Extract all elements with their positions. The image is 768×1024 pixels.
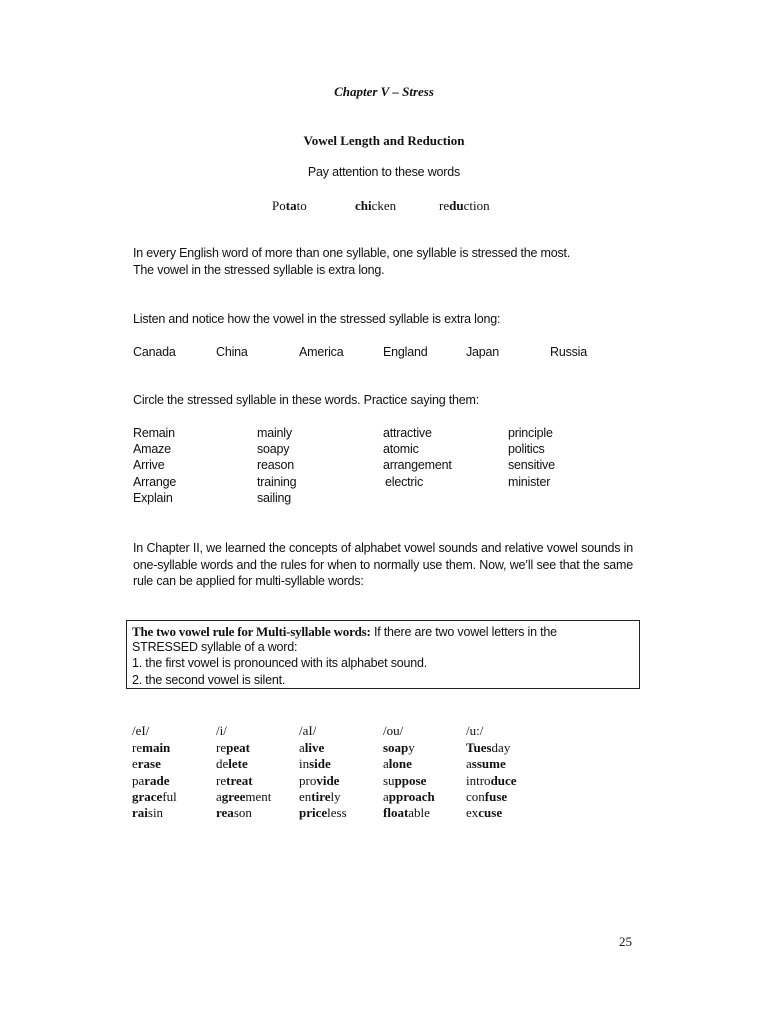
unstressed-part: ment (245, 788, 272, 804)
unstressed-part: cken (371, 198, 397, 213)
circle-instruction: Circle the stressed syllable in these words. Practice saying them: (133, 393, 479, 407)
practice-word: principle (508, 426, 553, 440)
stressed-part: soap (383, 740, 409, 755)
practice-word: politics (508, 442, 545, 457)
unstressed-part: ction (463, 198, 490, 213)
section-title: Vowel Length and Reduction (303, 133, 465, 148)
practice-word: soapy (257, 442, 290, 457)
vowel-sound-header: /u:/ (466, 723, 484, 738)
stressed-part: cuse (478, 805, 503, 821)
vowel-example-word (132, 740, 170, 756)
stressed-part: price (299, 805, 328, 821)
vowel-example-word (466, 789, 507, 805)
unstressed-part: intro (466, 772, 491, 788)
vowel-example-word (466, 773, 517, 789)
intro-line: Pay attention to these words (307, 165, 461, 179)
unstressed-part: re (216, 740, 227, 755)
practice-word: Arrange (133, 474, 177, 489)
rule-line-1 (132, 624, 557, 640)
stressed-part: live (304, 740, 325, 755)
stressed-part: main (142, 740, 171, 755)
unstressed-part: ful (162, 788, 177, 804)
stressed-part: duce (490, 772, 517, 788)
practice-word: sailing (257, 490, 292, 505)
stressed-part: Tues (466, 740, 492, 755)
vowel-sound-header: /eI/ (132, 723, 150, 738)
unstressed-part: ex (466, 805, 479, 821)
stressed-part: ssume (471, 756, 506, 772)
stressed-part: float (383, 805, 409, 821)
unstressed-part: e (132, 756, 138, 772)
vowel-sound-header: /aI/ (299, 723, 317, 738)
unstressed-part: a (299, 740, 305, 755)
example-word (355, 198, 396, 214)
practice-word: Explain (133, 490, 173, 505)
unstressed-part: able (408, 805, 430, 821)
stressed-part: rea (216, 805, 234, 821)
unstressed-part: pa (132, 772, 145, 788)
rule-line-2: STRESSED syllable of a word: (132, 640, 298, 654)
vowel-example-word (216, 773, 253, 789)
unstressed-part: de (216, 756, 229, 772)
vowel-example-word (383, 773, 426, 789)
stressed-part: peat (226, 740, 250, 755)
unstressed-part: re (216, 772, 227, 788)
rule-line-3: 1. the first vowel is pronounced with its alphabet sound. (132, 656, 428, 670)
rule-line-1-text: If there are two vowel letters in the (370, 625, 557, 639)
stressed-part: gree (221, 788, 246, 804)
country-word: America (299, 345, 344, 359)
stressed-part: vide (316, 772, 340, 788)
vowel-example-word (132, 789, 177, 805)
practice-word: arrangement (383, 458, 452, 473)
unstressed-part: con (466, 788, 485, 804)
vowel-example-word (466, 756, 506, 772)
unstressed-part: less (327, 805, 347, 821)
vowel-sound-header: /ou/ (383, 723, 404, 738)
stressed-part: side (309, 756, 331, 772)
unstressed-part: a (383, 788, 389, 804)
unstressed-part: sin (147, 805, 164, 821)
stress-para-line-1: In every English word of more than one syllable, one syllable is stressed the most. (133, 246, 571, 260)
practice-word: training (257, 474, 297, 489)
stressed-part: rai (132, 805, 148, 821)
stress-para-line-2: The vowel in the stressed syllable is extra long. (133, 263, 385, 277)
rule-heading: The two vowel rule for Multi-syllable words: (132, 624, 371, 639)
country-word: China (216, 345, 248, 359)
chapter-title: Chapter V – Stress (334, 84, 434, 99)
vowel-example-word (383, 789, 435, 805)
stressed-part: pproach (388, 788, 435, 804)
vowel-example-word (216, 805, 252, 821)
unstressed-part: y (408, 740, 415, 755)
practice-word: atomic (383, 442, 419, 457)
practice-word: attractive (383, 426, 432, 440)
country-word: Russia (550, 345, 588, 359)
stressed-part: lone (388, 756, 412, 772)
stressed-part: lete (228, 756, 248, 772)
practice-word: reason (257, 458, 295, 473)
vowel-example-word (466, 740, 510, 756)
vowel-example-word (216, 756, 248, 772)
unstressed-part: re (439, 198, 450, 213)
unstressed-part: a (466, 756, 472, 772)
stressed-part: fuse (484, 788, 508, 804)
practice-word: Arrive (133, 458, 165, 473)
unstressed-part: pro (299, 772, 317, 788)
vowel-example-word (299, 773, 339, 789)
country-word: England (383, 345, 428, 359)
practice-word: mainly (257, 426, 292, 440)
stressed-part: rade (144, 772, 170, 788)
example-word (439, 198, 490, 214)
unstressed-part: son (233, 805, 252, 821)
vowel-example-word (299, 756, 331, 772)
chapter2-paragraph: In Chapter II, we learned the concepts of alphabet vowel sounds and relative vowel sounds in one-syllable words and the rules for when to normally use them. Now, we’ll see that the same rule can be applied for multi-syllable words: (133, 541, 633, 588)
vowel-example-word (216, 740, 250, 756)
page-number: 25 (619, 934, 632, 949)
unstressed-part: re (132, 740, 143, 755)
vowel-example-word (383, 805, 430, 821)
vowel-example-word (299, 740, 324, 756)
practice-word: sensitive (508, 458, 555, 473)
vowel-example-word (299, 789, 341, 805)
stressed-part: ppose (394, 772, 427, 788)
stressed-part: ta (285, 198, 297, 213)
vowel-example-word (132, 805, 163, 821)
vowel-example-word (383, 756, 412, 772)
unstressed-part: in (299, 756, 310, 772)
unstressed-part: en (299, 788, 312, 804)
vowel-example-word (299, 805, 347, 821)
vowel-example-word (216, 789, 271, 805)
vowel-example-word (132, 756, 161, 772)
vowel-example-word (466, 805, 502, 821)
unstressed-part: a (216, 788, 222, 804)
stressed-part: chi (355, 198, 372, 213)
unstressed-part: day (491, 740, 511, 755)
stressed-part: grace (132, 788, 163, 804)
practice-word: Remain (133, 426, 175, 440)
unstressed-part: ly (330, 788, 341, 804)
stressed-part: rase (137, 756, 161, 772)
rule-line-4: 2. the second vowel is silent. (132, 673, 286, 687)
vowel-example-word (383, 740, 415, 756)
practice-word: minister (508, 474, 551, 489)
country-word: Japan (466, 345, 500, 359)
unstressed-part: a (383, 756, 389, 772)
example-word (272, 198, 307, 214)
vowel-sound-header: /i/ (216, 723, 227, 738)
stressed-part: tire (311, 788, 331, 804)
stressed-part: treat (226, 772, 253, 788)
stressed-part: du (449, 198, 464, 213)
listen-instruction: Listen and notice how the vowel in the stressed syllable is extra long: (133, 312, 501, 326)
unstressed-part: to (296, 198, 307, 213)
country-word: Canada (133, 345, 176, 359)
practice-word: electric (385, 474, 423, 489)
vowel-example-word (132, 773, 170, 789)
unstressed-part: su (383, 772, 395, 788)
practice-word: Amaze (133, 442, 171, 457)
unstressed-part: Po (272, 198, 286, 213)
